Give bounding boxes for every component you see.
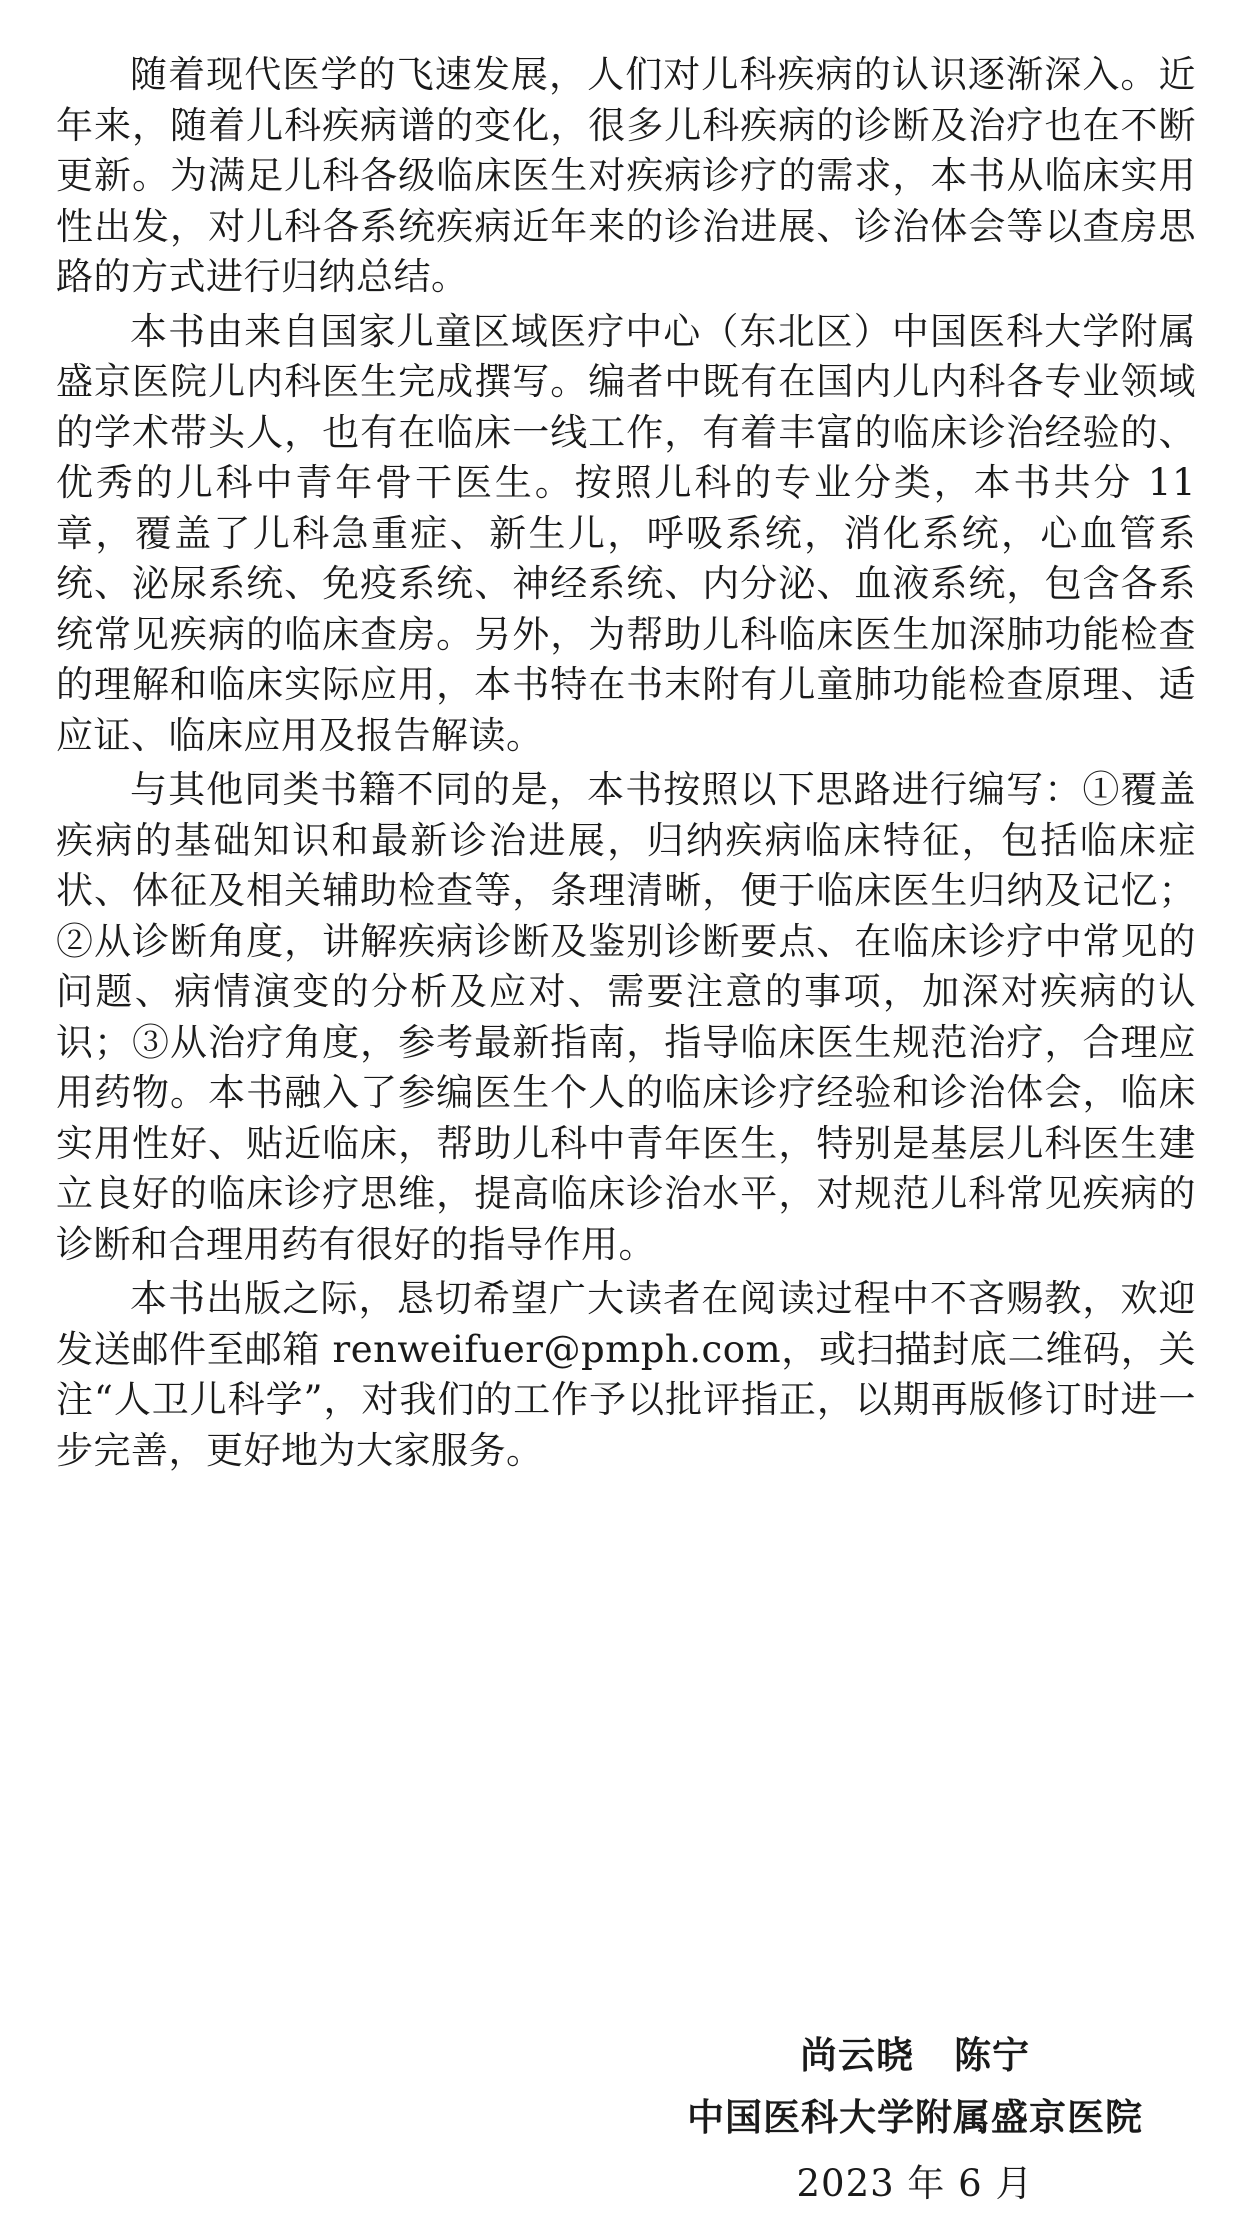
paragraph-intro: 随着现代医学的飞速发展，人们对儿科疾病的认识逐渐深入。近年来，随着儿科疾病谱的变化，很多儿科疾病的诊断及治疗也在不断更新。为满足儿科各级临床医生对疾病诊疗的需求，本书从临床实用性出发，对儿科各系统疾病近年来的诊治进展、诊治体会等以查房思路的方式进行归纳总结。: [56, 53, 1196, 298]
signature-authors: [635, 2025, 1195, 2087]
signature-block: [635, 2025, 1195, 2215]
signature-date: 2023 年 6 月: [796, 2162, 1034, 2205]
preface-body: [56, 50, 1196, 1476]
signature-institution: 中国医科大学附属盛京医院: [687, 2096, 1143, 2139]
author-name: 尚云晓: [800, 2034, 914, 2077]
paragraph-authorship: 本书由来自国家儿童区域医疗中心（东北区）中国医科大学附属盛京医院儿内科医生完成撰写。编者中既有在国内儿内科各专业领域的学术带头人，也有在临床一线工作，有着丰富的临床诊治经验的、优秀的儿科中青年骨干医生。按照儿科的专业分类，本书共分 11 章，覆盖了儿科急重症、新生儿，呼吸系统，消化系统，心血管系统、泌尿系统、免疫系统、神经系统、内分泌、血液系统，包含各系统常见疾病的临床查房。另外，为帮助儿科临床医生加深肺功能检查的理解和临床实际应用，本书特在书末附有儿童肺功能检查原理、适应证、临床应用及报告解读。: [56, 309, 1196, 757]
author-name: 陈宁: [954, 2034, 1030, 2077]
paragraph-approach: 与其他同类书籍不同的是，本书按照以下思路进行编写：①覆盖疾病的基础知识和最新诊治进展，归纳疾病临床特征，包括临床症状、体征及相关辅助检查等，条理清晰，便于临床医生归纳及记忆；②从诊断角度，讲解疾病诊断及鉴别诊断要点、在临床诊疗中常见的问题、病情演变的分析及应对、需要注意的事项，加深对疾病的认识；③从治疗角度，参考最新指南，指导临床医生规范治疗，合理应用药物。本书融入了参编医生个人的临床诊疗经验和诊治体会，临床实用性好、贴近临床，帮助儿科中青年医生，特别是基层儿科医生建立良好的临床诊疗思维，提高临床诊治水平，对规范儿科常见疾病的诊断和合理用药有很好的指导作用。: [56, 768, 1196, 1266]
paragraph-closing: 本书出版之际，恳切希望广大读者在阅读过程中不吝赐教，欢迎发送邮件至邮箱 renweifuer@pmph.com，或扫描封底二维码，关注“人卫儿科学”，对我们的工作予以批评指正，以期再版修订时进一步完善，更好地为大家服务。: [56, 1277, 1196, 1472]
